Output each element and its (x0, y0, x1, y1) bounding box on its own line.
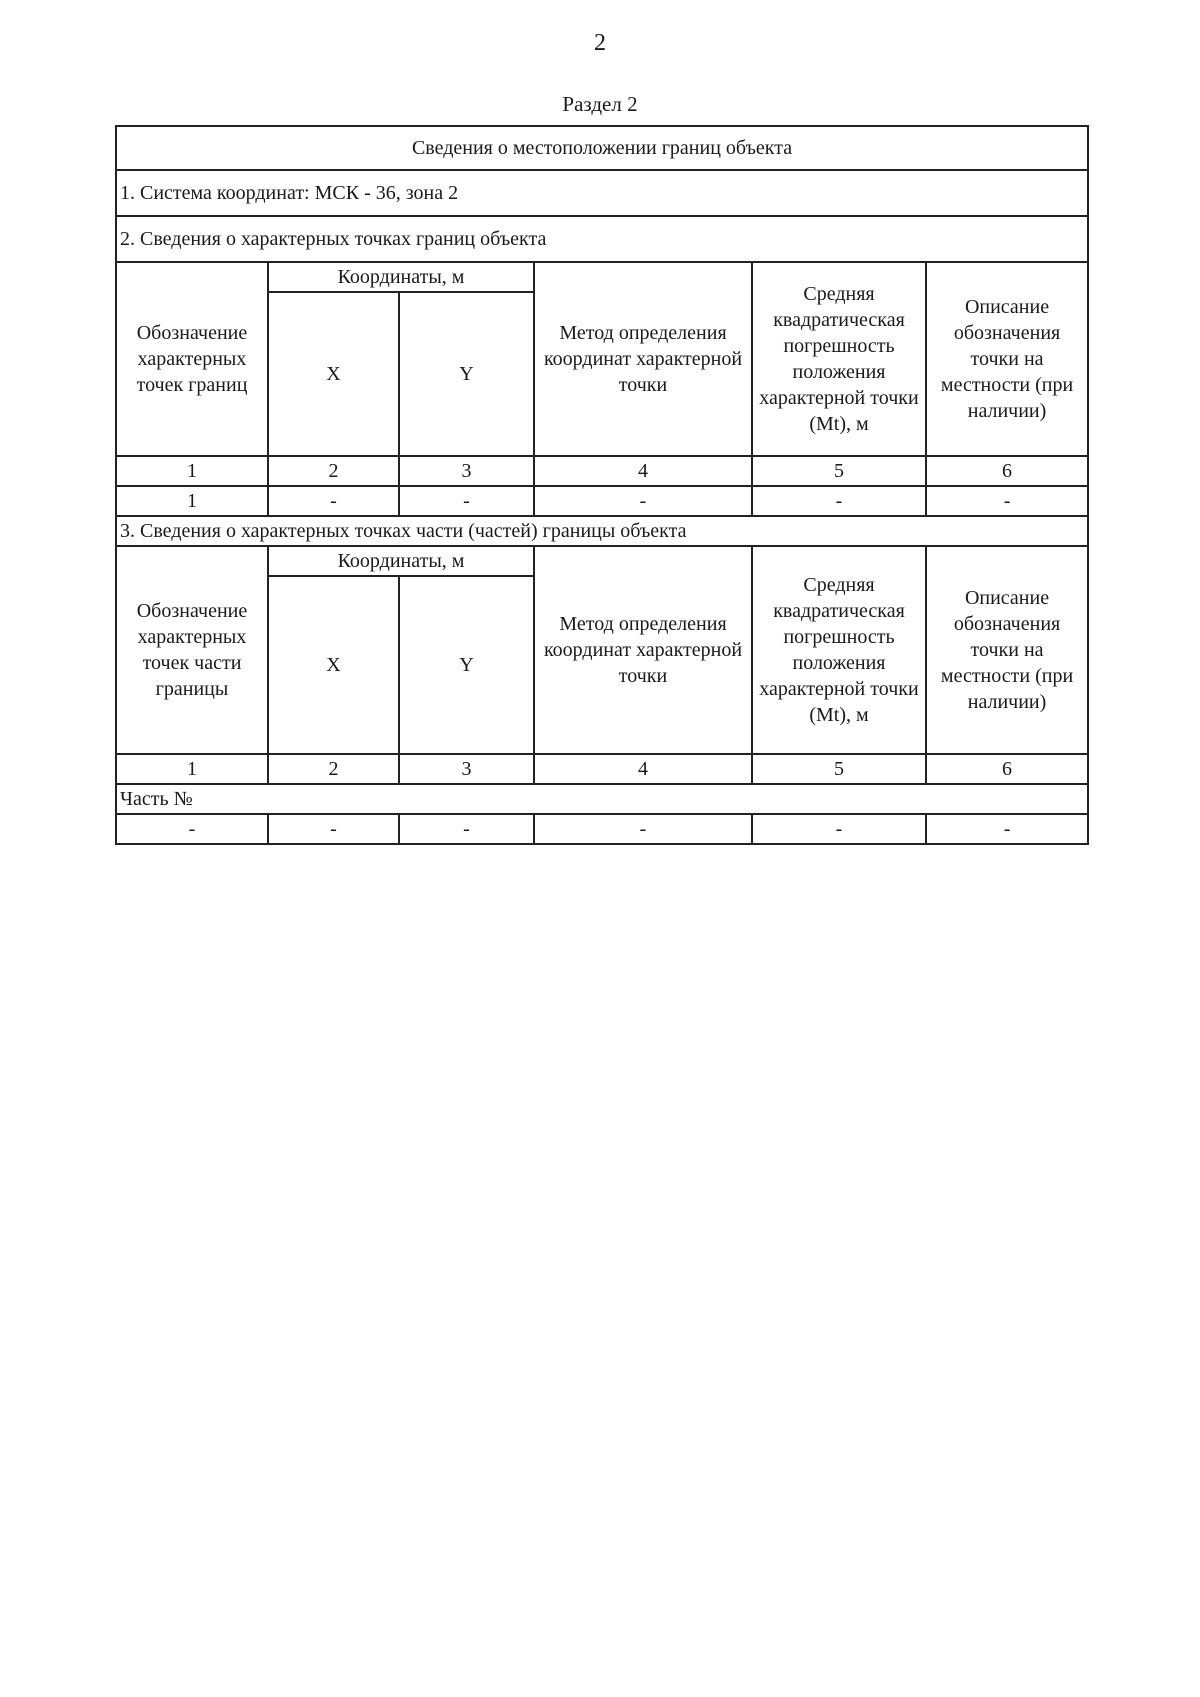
coord-system-row (116, 170, 1088, 216)
col-number: 4 (534, 456, 752, 486)
coord-system: 1. Система координат: МСК - 36, зона 2 (116, 170, 1088, 216)
col-point-designation-header: Обозначение характерных точек границ (116, 262, 268, 456)
col-number: 6 (926, 754, 1088, 784)
table-row (116, 486, 1088, 516)
section2-header-row-1 (116, 262, 1088, 292)
col-number: 2 (268, 456, 399, 486)
col-method-header: Метод определения координат характерной точки (534, 546, 752, 754)
col-error-header: Средняя квадратическая погрешность положения характерной точки (Mt), м (752, 546, 926, 754)
col-description-header: Описание обозначения точки на местности (при наличии) (926, 262, 1088, 456)
table-cell: - (926, 814, 1088, 844)
coordinates-header: Координаты, м (268, 262, 534, 292)
col-number: 5 (752, 754, 926, 784)
col-y-header: Y (399, 292, 534, 456)
table-title-row (116, 126, 1088, 170)
col-part-point-designation-header: Обозначение характерных точек части границы (116, 546, 268, 754)
table-cell: - (399, 486, 534, 516)
section3-title-row (116, 516, 1088, 546)
col-number: 1 (116, 456, 268, 486)
section2-title-row (116, 216, 1088, 262)
table-cell: - (752, 814, 926, 844)
col-number: 3 (399, 754, 534, 784)
section3-header-row-1 (116, 546, 1088, 576)
col-number: 2 (268, 754, 399, 784)
col-number: 3 (399, 456, 534, 486)
col-number: 6 (926, 456, 1088, 486)
col-y-header: Y (399, 576, 534, 754)
coordinates-header: Координаты, м (268, 546, 534, 576)
boundaries-table (115, 125, 1089, 845)
table-cell: - (926, 486, 1088, 516)
col-error-header: Средняя квадратическая погрешность положения характерной точки (Mt), м (752, 262, 926, 456)
section3-number-row (116, 754, 1088, 784)
col-x-header: X (268, 576, 399, 754)
col-number: 4 (534, 754, 752, 784)
section3-title: 3. Сведения о характерных точках части (частей) границы объекта (116, 516, 1088, 546)
table-row (116, 814, 1088, 844)
table-cell: 1 (116, 486, 268, 516)
col-description-header: Описание обозначения точки на местности (при наличии) (926, 546, 1088, 754)
section2-title: 2. Сведения о характерных точках границ объекта (116, 216, 1088, 262)
table-cell: - (116, 814, 268, 844)
table-title: Сведения о местоположении границ объекта (116, 126, 1088, 170)
table-cell: - (268, 486, 399, 516)
col-x-header: X (268, 292, 399, 456)
section2-number-row (116, 456, 1088, 486)
part-label: Часть № (116, 784, 1088, 814)
table-cell: - (534, 486, 752, 516)
table-cell: - (534, 814, 752, 844)
section-title: Раздел 2 (562, 92, 638, 116)
table-cell: - (268, 814, 399, 844)
table-cell: - (399, 814, 534, 844)
part-label-row (116, 784, 1088, 814)
col-number: 5 (752, 456, 926, 486)
page-number: 2 (594, 30, 606, 56)
table-cell: - (752, 486, 926, 516)
col-method-header: Метод определения координат характерной точки (534, 262, 752, 456)
col-number: 1 (116, 754, 268, 784)
